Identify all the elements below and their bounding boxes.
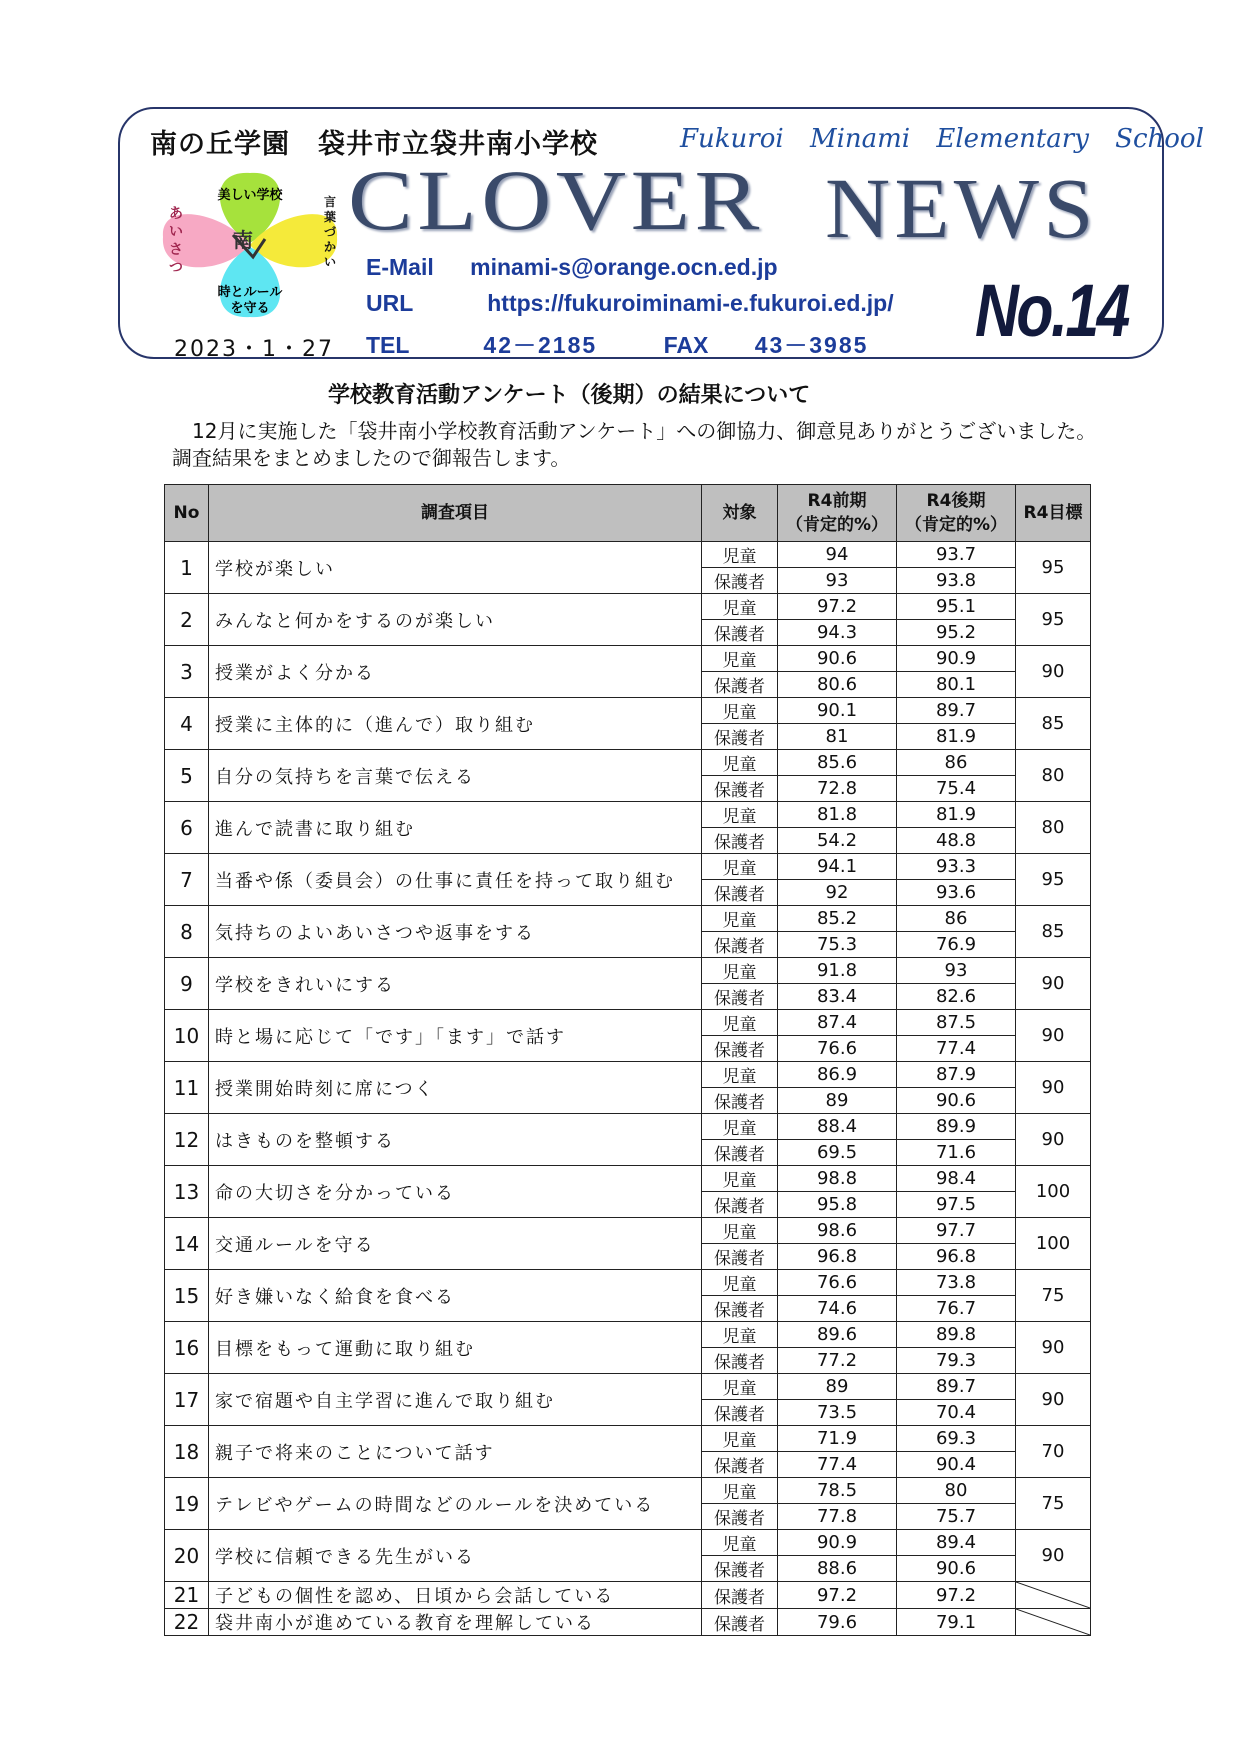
child-r4-second: 93 <box>897 958 1016 984</box>
parent-r4-second: 76.9 <box>897 932 1016 958</box>
table-header-row <box>165 485 1091 542</box>
parent-r4-second: 70.4 <box>897 1400 1016 1426</box>
parent-r4-second: 96.8 <box>897 1244 1016 1270</box>
row-target-parent: 保護者 <box>702 620 778 646</box>
row-target-parent: 保護者 <box>702 672 778 698</box>
child-r4-first: 90.9 <box>778 1530 897 1556</box>
row-no: 5 <box>165 750 209 802</box>
row-item: 自分の気持ちを言葉で伝える <box>209 750 702 802</box>
parent-r4-first: 76.6 <box>778 1036 897 1062</box>
parent-r4-second: 77.4 <box>897 1036 1016 1062</box>
row-target-child: 児童 <box>702 750 778 776</box>
child-r4-second: 97.7 <box>897 1218 1016 1244</box>
row-no: 4 <box>165 698 209 750</box>
child-r4-first: 94 <box>778 542 897 568</box>
url-label: URL <box>366 290 413 316</box>
row-target-child: 児童 <box>702 802 778 828</box>
row-no: 19 <box>165 1478 209 1530</box>
row-target-parent: 保護者 <box>702 1296 778 1322</box>
row-item: 学校が楽しい <box>209 542 702 594</box>
table-row <box>165 958 1091 984</box>
row-goal: 85 <box>1016 698 1091 750</box>
parent-r4-first: 54.2 <box>778 828 897 854</box>
row-no: 9 <box>165 958 209 1010</box>
row-item: 家で宿題や自主学習に進んで取り組む <box>209 1374 702 1426</box>
row-target-parent: 保護者 <box>702 1036 778 1062</box>
row-goal: 90 <box>1016 1062 1091 1114</box>
row-no: 13 <box>165 1166 209 1218</box>
row-no: 16 <box>165 1322 209 1374</box>
child-r4-first: 76.6 <box>778 1270 897 1296</box>
child-r4-second: 89.4 <box>897 1530 1016 1556</box>
parent-r4-second: 79.3 <box>897 1348 1016 1374</box>
issue-number: No.14 <box>975 269 1128 352</box>
row-target-parent: 保護者 <box>702 984 778 1010</box>
row-no: 11 <box>165 1062 209 1114</box>
table-row <box>165 1530 1091 1556</box>
parent-r4-first: 96.8 <box>778 1244 897 1270</box>
email-link[interactable]: minami-s@orange.ocn.ed.jp <box>470 254 778 280</box>
parent-r4-first: 69.5 <box>778 1140 897 1166</box>
parent-r4-first: 72.8 <box>778 776 897 802</box>
row-target-child: 児童 <box>702 1374 778 1400</box>
row-no: 7 <box>165 854 209 906</box>
issue-date: 2023・1・27 <box>174 337 334 362</box>
child-r4-first: 86.9 <box>778 1062 897 1088</box>
table-row <box>165 1166 1091 1192</box>
row-goal: 90 <box>1016 646 1091 698</box>
parent-r4-second: 75.4 <box>897 776 1016 802</box>
row-target-parent: 保護者 <box>702 932 778 958</box>
header-no: No <box>165 485 209 542</box>
row-goal: 85 <box>1016 906 1091 958</box>
row-target-parent: 保護者 <box>702 1582 778 1609</box>
row-target-child: 児童 <box>702 958 778 984</box>
leaf-bottom-label: 時とルールを守る <box>217 285 283 316</box>
table-row <box>165 750 1091 776</box>
email-label: E-Mail <box>366 254 434 280</box>
row-goal: 90 <box>1016 1114 1091 1166</box>
parent-r4-second: 48.8 <box>897 828 1016 854</box>
header-target: 対象 <box>702 485 778 542</box>
parent-r4-first: 97.2 <box>778 1582 897 1609</box>
parent-r4-second: 90.6 <box>897 1556 1016 1582</box>
row-no: 14 <box>165 1218 209 1270</box>
parent-r4-first: 89 <box>778 1088 897 1114</box>
row-no: 2 <box>165 594 209 646</box>
row-target-parent: 保護者 <box>702 1400 778 1426</box>
school-name: 南の丘学園 袋井市立袋井南小学校 <box>150 129 598 160</box>
row-target-parent: 保護者 <box>702 1609 778 1636</box>
table-row <box>165 802 1091 828</box>
row-goal: 95 <box>1016 542 1091 594</box>
child-r4-second: 73.8 <box>897 1270 1016 1296</box>
tel-label: TEL <box>366 332 410 358</box>
newsletter-title-news: NEWS <box>825 160 1098 256</box>
child-r4-second: 86 <box>897 750 1016 776</box>
logo-center-char: 南 <box>233 228 253 252</box>
row-item: テレビやゲームの時間などのルールを決めている <box>209 1478 702 1530</box>
row-goal: 75 <box>1016 1478 1091 1530</box>
child-r4-first: 85.6 <box>778 750 897 776</box>
child-r4-second: 87.5 <box>897 1010 1016 1036</box>
parent-r4-first: 77.8 <box>778 1504 897 1530</box>
child-r4-first: 85.2 <box>778 906 897 932</box>
header-item: 調査項目 <box>209 485 702 542</box>
child-r4-second: 86 <box>897 906 1016 932</box>
row-goal: 100 <box>1016 1218 1091 1270</box>
row-target-child: 児童 <box>702 594 778 620</box>
child-r4-first: 97.2 <box>778 594 897 620</box>
row-target-child: 児童 <box>702 698 778 724</box>
row-no: 20 <box>165 1530 209 1582</box>
parent-r4-first: 77.2 <box>778 1348 897 1374</box>
row-target-parent: 保護者 <box>702 880 778 906</box>
row-target-parent: 保護者 <box>702 1088 778 1114</box>
email-row <box>366 254 778 281</box>
row-item: 授業がよく分かる <box>209 646 702 698</box>
parent-r4-second: 95.2 <box>897 620 1016 646</box>
table-row <box>165 1270 1091 1296</box>
table-row <box>165 1218 1091 1244</box>
parent-r4-second: 82.6 <box>897 984 1016 1010</box>
child-r4-second: 87.9 <box>897 1062 1016 1088</box>
child-r4-second: 89.9 <box>897 1114 1016 1140</box>
survey-results-table <box>164 484 1091 1636</box>
child-r4-first: 81.8 <box>778 802 897 828</box>
child-r4-second: 89.7 <box>897 1374 1016 1400</box>
row-item: 当番や係（委員会）の仕事に責任を持って取り組む <box>209 854 702 906</box>
child-r4-first: 94.1 <box>778 854 897 880</box>
row-goal: 95 <box>1016 594 1091 646</box>
child-r4-first: 89.6 <box>778 1322 897 1348</box>
table-row <box>165 854 1091 880</box>
child-r4-second: 93.7 <box>897 542 1016 568</box>
parent-r4-first: 77.4 <box>778 1452 897 1478</box>
row-item: 進んで読書に取り組む <box>209 802 702 854</box>
row-item: 時と場に応じて「です」「ます」で話す <box>209 1010 702 1062</box>
row-target-parent: 保護者 <box>702 1556 778 1582</box>
child-r4-second: 69.3 <box>897 1426 1016 1452</box>
child-r4-second: 89.7 <box>897 698 1016 724</box>
row-no: 12 <box>165 1114 209 1166</box>
table-row <box>165 698 1091 724</box>
row-no: 22 <box>165 1609 209 1636</box>
table-row-parent-only <box>165 1582 1091 1609</box>
row-no: 21 <box>165 1582 209 1609</box>
parent-r4-second: 93.6 <box>897 880 1016 906</box>
table-row <box>165 1114 1091 1140</box>
parent-r4-first: 94.3 <box>778 620 897 646</box>
row-target-child: 児童 <box>702 646 778 672</box>
row-target-child: 児童 <box>702 542 778 568</box>
parent-r4-first: 92 <box>778 880 897 906</box>
row-item: 気持ちのよいあいさつや返事をする <box>209 906 702 958</box>
child-r4-first: 71.9 <box>778 1426 897 1452</box>
row-target-parent: 保護者 <box>702 724 778 750</box>
parent-r4-first: 79.6 <box>778 1609 897 1636</box>
row-no: 3 <box>165 646 209 698</box>
row-no: 18 <box>165 1426 209 1478</box>
parent-r4-first: 73.5 <box>778 1400 897 1426</box>
row-goal: 80 <box>1016 802 1091 854</box>
parent-r4-second: 76.7 <box>897 1296 1016 1322</box>
row-target-parent: 保護者 <box>702 1348 778 1374</box>
newsletter-title-clover: CLOVER <box>348 152 764 248</box>
phone-row <box>366 327 868 360</box>
row-target-parent: 保護者 <box>702 1192 778 1218</box>
row-item: 好き嫌いなく給食を食べる <box>209 1270 702 1322</box>
row-no: 8 <box>165 906 209 958</box>
row-no: 10 <box>165 1010 209 1062</box>
row-target-parent: 保護者 <box>702 568 778 594</box>
row-target-parent: 保護者 <box>702 1452 778 1478</box>
table-row <box>165 906 1091 932</box>
row-target-child: 児童 <box>702 1478 778 1504</box>
row-goal: 90 <box>1016 1322 1091 1374</box>
child-r4-second: 80 <box>897 1478 1016 1504</box>
table-row <box>165 1478 1091 1504</box>
row-item: 目標をもって運動に取り組む <box>209 1322 702 1374</box>
child-r4-second: 95.1 <box>897 594 1016 620</box>
row-target-child: 児童 <box>702 1322 778 1348</box>
table-row <box>165 594 1091 620</box>
intro-paragraph: 12月に実施した「袋井南小学校教育活動アンケート」への御協力、御意見ありがとうございました。調査結果をまとめましたので御報告します。 <box>172 419 1097 470</box>
parent-r4-second: 90.6 <box>897 1088 1016 1114</box>
child-r4-second: 89.8 <box>897 1322 1016 1348</box>
table-row <box>165 1322 1091 1348</box>
row-target-child: 児童 <box>702 1270 778 1296</box>
row-item: 交通ルールを守る <box>209 1218 702 1270</box>
parent-r4-second: 93.8 <box>897 568 1016 594</box>
child-r4-second: 90.9 <box>897 646 1016 672</box>
leaf-left-label: あいさつ <box>169 206 183 276</box>
row-target-child: 児童 <box>702 854 778 880</box>
parent-r4-second: 97.2 <box>897 1582 1016 1609</box>
row-goal: 100 <box>1016 1166 1091 1218</box>
row-item: 袋井南小が進めている教育を理解している <box>209 1609 702 1636</box>
row-item: みんなと何かをするのが楽しい <box>209 594 702 646</box>
child-r4-first: 90.6 <box>778 646 897 672</box>
fax-label: FAX <box>663 332 709 358</box>
parent-r4-second: 71.6 <box>897 1140 1016 1166</box>
parent-r4-first: 81 <box>778 724 897 750</box>
parent-r4-second: 80.1 <box>897 672 1016 698</box>
parent-r4-second: 97.5 <box>897 1192 1016 1218</box>
goal-not-applicable <box>1016 1609 1091 1636</box>
table-row <box>165 1010 1091 1036</box>
child-r4-second: 98.4 <box>897 1166 1016 1192</box>
row-item: 子どもの個性を認め、日頃から会話している <box>209 1582 702 1609</box>
row-item: 命の大切さを分かっている <box>209 1166 702 1218</box>
row-target-child: 児童 <box>702 1218 778 1244</box>
parent-r4-first: 83.4 <box>778 984 897 1010</box>
row-item: はきものを整頓する <box>209 1114 702 1166</box>
row-goal: 80 <box>1016 750 1091 802</box>
row-goal: 90 <box>1016 1010 1091 1062</box>
row-target-parent: 保護者 <box>702 776 778 802</box>
parent-r4-first: 75.3 <box>778 932 897 958</box>
leaf-right-label: 言葉づかい <box>323 195 336 269</box>
clover-logo <box>155 165 345 325</box>
row-no: 15 <box>165 1270 209 1322</box>
parent-r4-first: 80.6 <box>778 672 897 698</box>
row-target-parent: 保護者 <box>702 1504 778 1530</box>
leaf-top-label: 美しい学校 <box>217 188 283 203</box>
row-target-child: 児童 <box>702 1010 778 1036</box>
row-goal: 95 <box>1016 854 1091 906</box>
child-r4-first: 91.8 <box>778 958 897 984</box>
child-r4-first: 98.8 <box>778 1166 897 1192</box>
row-target-child: 児童 <box>702 1114 778 1140</box>
row-goal: 90 <box>1016 958 1091 1010</box>
row-item: 授業開始時刻に席につく <box>209 1062 702 1114</box>
header-r4-first: R4前期 （肯定的%） <box>778 485 897 542</box>
tel-number: 42－2185 <box>483 332 598 358</box>
child-r4-second: 93.3 <box>897 854 1016 880</box>
table-row <box>165 1062 1091 1088</box>
child-r4-first: 98.6 <box>778 1218 897 1244</box>
header-r4-second: R4後期 （肯定的%） <box>897 485 1016 542</box>
parent-r4-first: 95.8 <box>778 1192 897 1218</box>
parent-r4-first: 74.6 <box>778 1296 897 1322</box>
row-goal: 70 <box>1016 1426 1091 1478</box>
parent-r4-second: 75.7 <box>897 1504 1016 1530</box>
row-target-child: 児童 <box>702 1426 778 1452</box>
row-goal: 90 <box>1016 1374 1091 1426</box>
child-r4-first: 78.5 <box>778 1478 897 1504</box>
table-row <box>165 646 1091 672</box>
table-row <box>165 1374 1091 1400</box>
row-target-parent: 保護者 <box>702 1140 778 1166</box>
row-item: 学校をきれいにする <box>209 958 702 1010</box>
row-target-parent: 保護者 <box>702 828 778 854</box>
parent-r4-second: 90.4 <box>897 1452 1016 1478</box>
row-target-child: 児童 <box>702 906 778 932</box>
fax-number: 43－3985 <box>754 332 869 358</box>
row-item: 学校に信頼できる先生がいる <box>209 1530 702 1582</box>
child-r4-first: 88.4 <box>778 1114 897 1140</box>
parent-r4-first: 93 <box>778 568 897 594</box>
parent-r4-first: 88.6 <box>778 1556 897 1582</box>
child-r4-first: 87.4 <box>778 1010 897 1036</box>
parent-r4-second: 79.1 <box>897 1609 1016 1636</box>
parent-r4-second: 81.9 <box>897 724 1016 750</box>
row-item: 授業に主体的に（進んで）取り組む <box>209 698 702 750</box>
row-target-child: 児童 <box>702 1530 778 1556</box>
row-item: 親子で将来のことについて話す <box>209 1426 702 1478</box>
url-row <box>366 290 894 317</box>
row-goal: 75 <box>1016 1270 1091 1322</box>
table-row-parent-only <box>165 1609 1091 1636</box>
table-row <box>165 1426 1091 1452</box>
child-r4-first: 90.1 <box>778 698 897 724</box>
table-row <box>165 542 1091 568</box>
row-goal: 90 <box>1016 1530 1091 1582</box>
child-r4-second: 81.9 <box>897 802 1016 828</box>
school-name-english: Fukuroi Minami Elementary School <box>680 124 1204 154</box>
row-target-parent: 保護者 <box>702 1244 778 1270</box>
row-target-child: 児童 <box>702 1062 778 1088</box>
url-link[interactable]: https://fukuroiminami-e.fukuroi.ed.jp/ <box>487 290 894 316</box>
row-no: 6 <box>165 802 209 854</box>
header-goal: R4目標 <box>1016 485 1091 542</box>
row-target-child: 児童 <box>702 1166 778 1192</box>
child-r4-first: 89 <box>778 1374 897 1400</box>
goal-not-applicable <box>1016 1582 1091 1609</box>
row-no: 17 <box>165 1374 209 1426</box>
row-no: 1 <box>165 542 209 594</box>
report-heading: 学校教育活動アンケート（後期）の結果について <box>328 383 811 408</box>
